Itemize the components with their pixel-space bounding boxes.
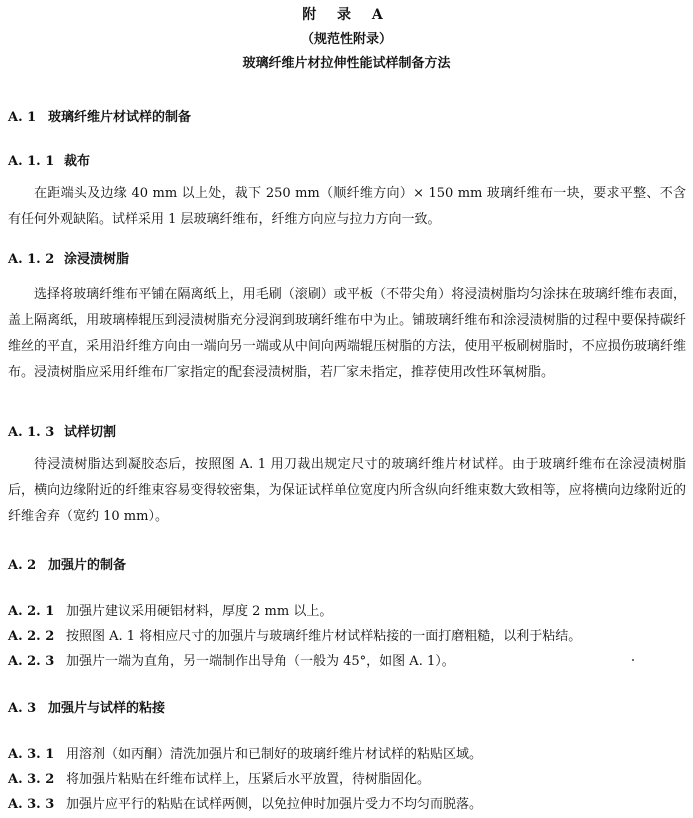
item-text: 用溶剂（如丙酮）清洗加强片和已制好的玻璃纤维片材试样的粘贴区域。 <box>66 747 483 762</box>
section-a13-heading <box>8 421 116 440</box>
scan-speck <box>632 659 634 661</box>
section-title: 裁布 <box>64 154 91 169</box>
section-title: 加强片与试样的粘接 <box>48 701 166 716</box>
section-number: A. 2 <box>8 558 37 573</box>
item-number: A. 2. 2 <box>8 629 55 644</box>
item-text: 按照图 A. 1 将相应尺寸的加强片与玻璃纤维片材试样粘接的一面打磨粗糙，以利于粘结。 <box>66 629 582 644</box>
section-number: A. 1. 1 <box>8 154 55 169</box>
section-a11-paragraph: 在距端头及边缘 40 mm 以上处，裁下 250 mm（顺纤维方向）× 150 mm 玻璃纤维布一块，要求平整、不含有任何外观缺陷。试样采用 1 层玻璃纤维布，纤维方向应与拉力方向一致。 <box>8 186 686 227</box>
section-a13-paragraph: 待浸渍树脂达到凝胶态后，按照图 A. 1 用刀裁出规定尺寸的玻璃纤维片材试样。由于玻璃纤维布在涂浸渍树脂后，横向边缘附近的纤维束容易变得较密集，为保证试样单位宽度内所含纵向纤维束数大致相等，应将横向边缘附近的纤维舍弃（宽约 10 mm）。 <box>8 457 686 524</box>
item-number: A. 2. 1 <box>8 604 55 619</box>
section-title: 涂浸渍树脂 <box>64 252 130 267</box>
section-title: 玻璃纤维片材试样的制备 <box>48 110 192 125</box>
section-title: 加强片的制备 <box>48 558 127 573</box>
section-a12-heading <box>8 248 129 267</box>
section-a11-heading <box>8 150 90 169</box>
item-text: 加强片一端为直角，另一端制作出导角（一般为 45°，如图 A. 1）。 <box>66 654 455 669</box>
annex-title: 玻璃纤维片材拉伸性能试样制备方法 <box>242 56 451 71</box>
section-a2-heading <box>8 554 126 573</box>
item-number: A. 3. 1 <box>8 747 55 762</box>
item-text: 加强片建议采用硬铝材料，厚度 2 mm 以上。 <box>66 604 333 619</box>
section-number: A. 3 <box>8 701 37 716</box>
item-number: A. 3. 2 <box>8 772 55 787</box>
annex-nature: （规范性附录） <box>300 32 392 47</box>
list-item-a31 <box>8 743 686 762</box>
list-item-a32 <box>8 768 686 787</box>
section-title: 试样切割 <box>64 425 117 440</box>
item-number: A. 2. 3 <box>8 654 55 669</box>
section-number: A. 1 <box>8 110 37 125</box>
item-text: 将加强片粘贴在纤维布试样上，压紧后水平放置，待树脂固化。 <box>66 772 431 787</box>
list-item-a22 <box>8 625 686 644</box>
annex-label: 附 录 A <box>302 7 391 23</box>
item-number: A. 3. 3 <box>8 797 55 812</box>
section-number: A. 1. 2 <box>8 252 55 267</box>
section-a1-heading <box>8 106 191 125</box>
list-item-a23 <box>8 650 686 669</box>
section-a3-heading <box>8 697 165 716</box>
section-number: A. 1. 3 <box>8 425 55 440</box>
list-item-a33 <box>8 793 686 812</box>
item-text: 加强片应平行的粘贴在试样两侧，以免拉伸时加强片受力不均匀而脱落。 <box>66 797 483 812</box>
list-item-a21 <box>8 600 686 619</box>
section-a12-paragraph: 选择将玻璃纤维布平铺在隔离纸上，用毛刷（滚刷）或平板（不带尖角）将浸渍树脂均匀涂抹在玻璃纤维布表面，盖上隔离纸，用玻璃棒辊压到浸渍树脂充分浸润到玻璃纤维布中为止。铺玻璃纤维布和涂浸渍树脂的过程中要保持碳纤维丝的平直，采用沿纤维方向由一端向另一端或从中间向两端辊压树脂的方法，使用平板刷树脂时，不应损伤玻璃纤维布。浸渍树脂应采用纤维布厂家指定的配套浸渍树脂，若厂家未指定，推荐使用改性环氧树脂。 <box>8 287 686 380</box>
